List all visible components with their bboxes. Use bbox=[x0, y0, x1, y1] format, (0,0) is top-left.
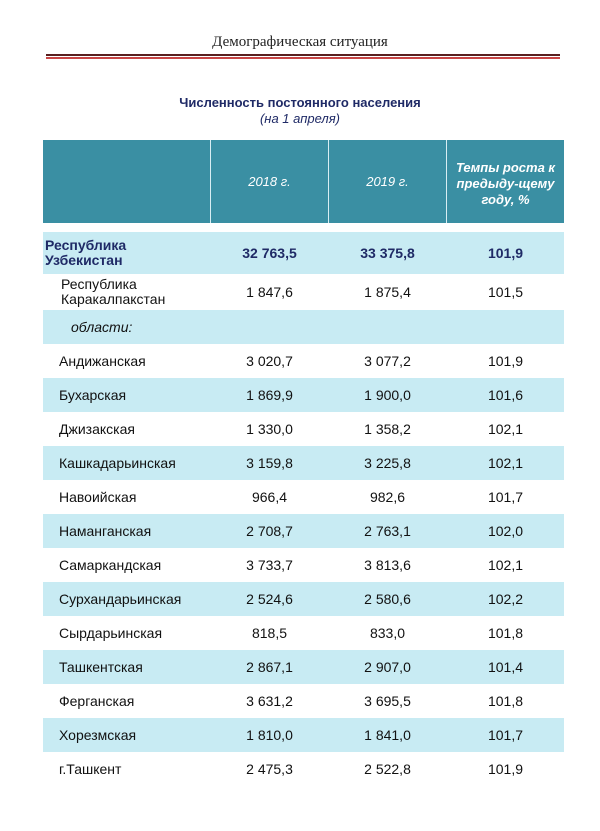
value-growth: 101,4 bbox=[487, 659, 524, 675]
table-row bbox=[43, 582, 564, 616]
row-label: г.Ташкент bbox=[59, 760, 122, 777]
value-2018: 32 763,5 bbox=[242, 245, 297, 261]
row-label: Ташкентская bbox=[59, 658, 143, 675]
section-label: области: bbox=[71, 318, 133, 335]
value-2019: 1 358,2 bbox=[364, 421, 411, 437]
row-label: Республика Каракалпакстан bbox=[61, 276, 166, 307]
table-row bbox=[43, 616, 564, 650]
table-row bbox=[43, 378, 564, 412]
row-label: Ферганская bbox=[59, 692, 135, 709]
value-2018: 2 475,3 bbox=[246, 761, 293, 777]
value-growth: 101,5 bbox=[487, 284, 524, 300]
row-label: Кашкадарьинская bbox=[59, 454, 176, 471]
row-label: Андижанская bbox=[59, 352, 146, 369]
row-label: Хорезмская bbox=[59, 726, 137, 743]
row-label: Навоийская bbox=[59, 488, 137, 505]
value-2018: 3 733,7 bbox=[246, 557, 293, 573]
value-2019: 2 907,0 bbox=[364, 659, 411, 675]
section-row bbox=[43, 310, 564, 344]
value-2019: 33 375,8 bbox=[360, 245, 415, 261]
table-body bbox=[43, 232, 564, 786]
value-2018: 1 847,6 bbox=[246, 284, 293, 300]
table-row bbox=[43, 514, 564, 548]
value-2018: 3 020,7 bbox=[246, 353, 293, 369]
value-2019: 833,0 bbox=[369, 625, 406, 641]
table-row bbox=[43, 718, 564, 752]
value-2019: 1 841,0 bbox=[364, 727, 411, 743]
value-2019: 3 077,2 bbox=[364, 353, 411, 369]
value-2019: 1 900,0 bbox=[364, 387, 411, 403]
value-2018: 2 867,1 bbox=[246, 659, 293, 675]
table-row bbox=[43, 412, 564, 446]
table-title: Численность постоянного населения bbox=[179, 95, 421, 110]
value-growth: 101,9 bbox=[487, 245, 524, 261]
table-row bbox=[43, 446, 564, 480]
column-header-growth: Темпы роста к предыду-щему году, % bbox=[455, 159, 556, 207]
row-label: Республика Узбекистан bbox=[45, 237, 127, 268]
page-header-title: Демографическая ситуация bbox=[212, 34, 388, 50]
value-growth: 102,1 bbox=[487, 455, 524, 471]
row-label: Сырдарьинская bbox=[59, 624, 163, 641]
header-rule-accent bbox=[46, 57, 560, 59]
value-growth: 102,0 bbox=[487, 523, 524, 539]
row-label: Сурхандарьинская bbox=[59, 590, 182, 607]
value-growth: 101,8 bbox=[487, 625, 524, 641]
table-row bbox=[43, 650, 564, 684]
row-label: Джизакская bbox=[59, 420, 135, 437]
value-growth: 101,7 bbox=[487, 727, 524, 743]
value-2019: 3 225,8 bbox=[364, 455, 411, 471]
value-2019: 1 875,4 bbox=[364, 284, 411, 300]
table-row-total bbox=[43, 232, 564, 274]
value-growth: 102,2 bbox=[487, 591, 524, 607]
value-growth: 101,7 bbox=[487, 489, 524, 505]
header-rule bbox=[46, 54, 560, 56]
table-row bbox=[43, 548, 564, 582]
value-2019: 2 580,6 bbox=[364, 591, 411, 607]
value-2019: 3 695,5 bbox=[364, 693, 411, 709]
value-growth: 102,1 bbox=[487, 557, 524, 573]
value-2019: 2 763,1 bbox=[364, 523, 411, 539]
table-row bbox=[43, 752, 564, 786]
value-growth: 102,1 bbox=[487, 421, 524, 437]
value-growth: 101,8 bbox=[487, 693, 524, 709]
table-row bbox=[43, 344, 564, 378]
value-2018: 1 869,9 bbox=[246, 387, 293, 403]
table-subtitle: (на 1 апреля) bbox=[259, 111, 341, 126]
column-header-2019: 2019 г. bbox=[366, 174, 409, 189]
value-growth: 101,6 bbox=[487, 387, 524, 403]
value-2018: 3 631,2 bbox=[246, 693, 293, 709]
row-label: Бухарская bbox=[59, 386, 127, 403]
row-label: Наманганская bbox=[59, 522, 152, 539]
column-header-2018: 2018 г. bbox=[248, 174, 291, 189]
value-growth: 101,9 bbox=[487, 353, 524, 369]
table-header bbox=[43, 140, 564, 223]
value-2019: 982,6 bbox=[369, 489, 406, 505]
value-2018: 2 708,7 bbox=[246, 523, 293, 539]
value-2018: 3 159,8 bbox=[246, 455, 293, 471]
value-2018: 1 810,0 bbox=[246, 727, 293, 743]
table-row bbox=[43, 274, 564, 310]
value-2018: 966,4 bbox=[251, 489, 288, 505]
value-2018: 2 524,6 bbox=[246, 591, 293, 607]
value-2018: 818,5 bbox=[251, 625, 288, 641]
value-growth: 101,9 bbox=[487, 761, 524, 777]
value-2019: 2 522,8 bbox=[364, 761, 411, 777]
value-2019: 3 813,6 bbox=[364, 557, 411, 573]
row-label: Самаркандская bbox=[59, 556, 162, 573]
table-row bbox=[43, 684, 564, 718]
value-2018: 1 330,0 bbox=[246, 421, 293, 437]
table-row bbox=[43, 480, 564, 514]
